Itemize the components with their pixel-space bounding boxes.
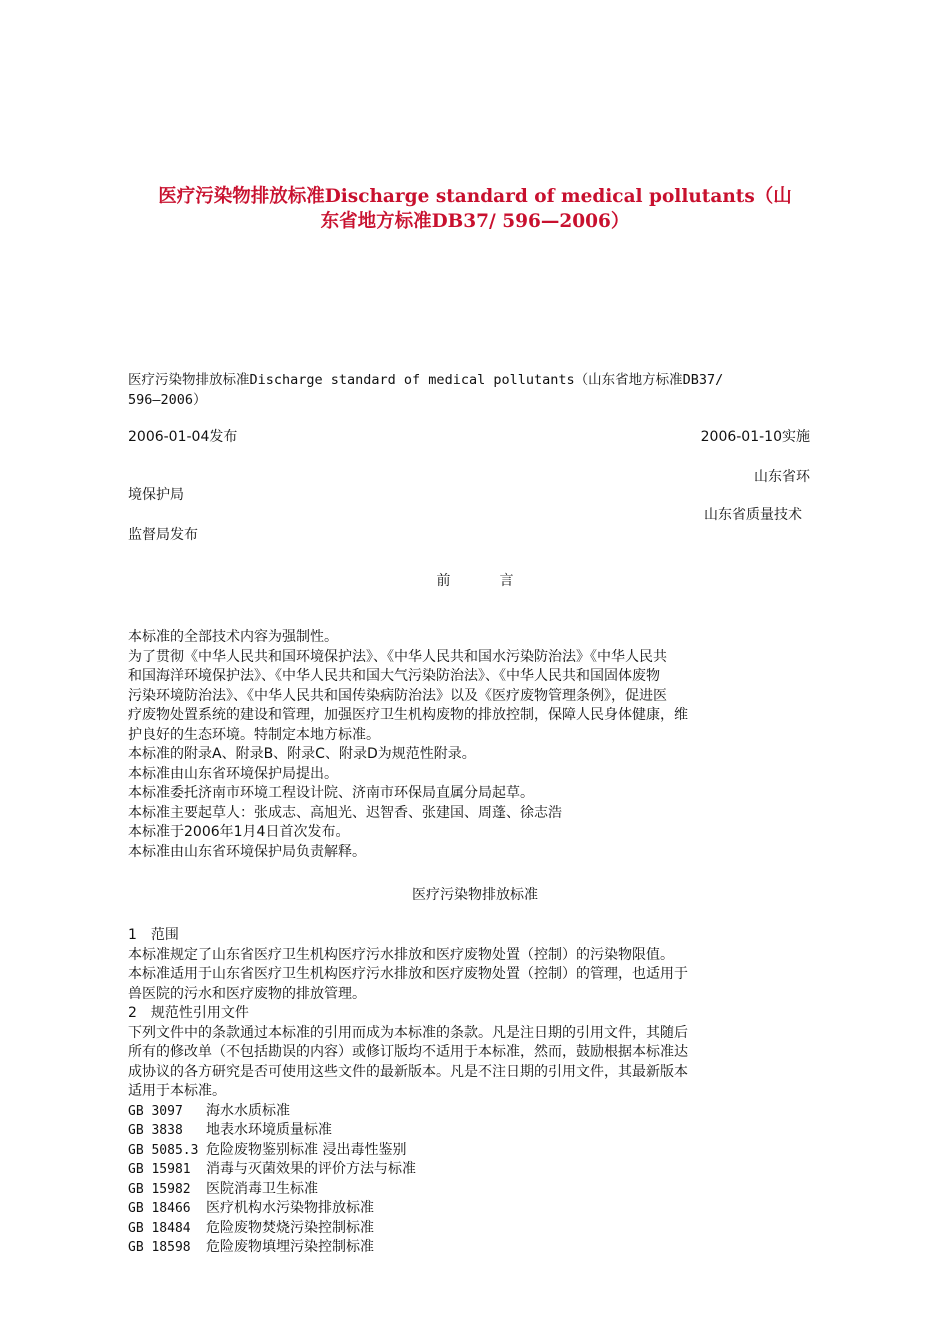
reference-code: GB 18484 — [128, 1220, 191, 1236]
preface-line: 污染环境防治法》、《中华人民共和国传染病防治法》以及《医疗废物管理条例》，促进医 — [128, 687, 667, 704]
reference-item — [128, 1102, 808, 1122]
section-2-heading: 2 规范性引用文件 — [128, 1005, 249, 1021]
reference-item — [128, 1141, 808, 1161]
effective-date: 2006-01-10实施 — [700, 429, 810, 445]
title-line-1: 医疗污染物排放标准Discharge standard of medical pollutants（山 — [158, 186, 792, 207]
section-1-heading: 1 范围 — [128, 927, 179, 943]
reference-code: GB 15982 — [128, 1181, 191, 1197]
preface-heading-char-2: 言 — [499, 573, 514, 589]
preface-line: 本标准主要起草人：张成志、高旭光、迟智香、张建国、周蓬、徐志浩 — [128, 804, 562, 821]
header-line-2: 596—2006） — [128, 392, 207, 408]
preface-line: 本标准委托济南市环境工程设计院、济南市环保局直属分局起草。 — [128, 785, 534, 801]
header-line-1: 医疗污染物排放标准Discharge standard of medical pollutants（山东省地方标准DB37/ — [128, 372, 724, 388]
reference-item — [128, 1219, 808, 1239]
reference-name: 危险废物填埋污染控制标准 — [206, 1239, 374, 1255]
reference-item — [128, 1160, 808, 1180]
preface-line: 本标准于2006年1月4日首次发布。 — [128, 824, 350, 840]
section-2-line: 成协议的各方研究是否可使用这些文件的最新版本。凡是不注日期的引用文件，其最新版本 — [128, 1063, 688, 1080]
preface-line: 本标准的全部技术内容为强制性。 — [128, 629, 338, 645]
reference-name: 地表水环境质量标准 — [206, 1122, 332, 1138]
section-1-line: 兽医院的污水和医疗废物的排放管理。 — [128, 985, 366, 1002]
reference-code: GB 18466 — [128, 1201, 191, 1216]
issue-date: 2006-01-04发布 — [128, 429, 238, 445]
document-title — [130, 184, 820, 234]
preface-line: 本标准由山东省环境保护局负责解释。 — [128, 843, 366, 860]
reference-name: 危险废物焚烧污染控制标准 — [206, 1219, 374, 1236]
reference-item — [128, 1199, 808, 1219]
preface-heading — [0, 570, 950, 590]
reference-name: 医疗机构水污染物排放标准 — [206, 1200, 374, 1216]
issuer-2-part-a: 山东省质量技术 — [704, 507, 802, 523]
reference-code: GB 18598 — [128, 1240, 191, 1255]
section-title: 医疗污染物排放标准 — [412, 887, 538, 903]
reference-item — [128, 1121, 808, 1141]
reference-code: GB 5085.3 — [128, 1142, 199, 1158]
issuer-1-part-a: 山东省环 — [754, 469, 810, 485]
reference-code: GB 3097 — [128, 1103, 183, 1119]
section-1 — [128, 926, 808, 1258]
section-2-line: 适用于本标准。 — [128, 1083, 226, 1099]
reference-item — [128, 1180, 808, 1200]
reference-name: 危险废物鉴别标准 浸出毒性鉴别 — [206, 1141, 407, 1158]
section-2-line: 下列文件中的条款通过本标准的引用而成为本标准的条款。凡是注日期的引用文件，其随后 — [128, 1024, 688, 1041]
reference-code: GB 15981 — [128, 1162, 191, 1177]
preface-line: 本标准由山东省环境保护局提出。 — [128, 765, 338, 782]
reference-name: 消毒与灭菌效果的评价方法与标准 — [206, 1161, 416, 1177]
preface-body — [128, 628, 808, 862]
issuer-2-part-b: 监督局发布 — [128, 527, 198, 543]
title-line-2: 东省地方标准DB37/ 596—2006） — [320, 211, 630, 232]
section-1-line: 本标准规定了山东省医疗卫生机构医疗污水排放和医疗废物处置（控制）的污染物限值。 — [128, 946, 674, 963]
issuer-1-part-b: 境保护局 — [128, 487, 184, 503]
reference-name: 海水水质标准 — [206, 1102, 290, 1119]
preface-line: 为了贯彻《中华人民共和国环境保护法》、《中华人民共和国水污染防治法》《中华人民共 — [128, 648, 667, 665]
reference-code: GB 3838 — [128, 1123, 183, 1138]
preface-line: 护良好的生态环境。特制定本地方标准。 — [128, 726, 380, 743]
section-1-line: 本标准适用于山东省医疗卫生机构医疗污水排放和医疗废物处置（控制）的管理，也适用于 — [128, 966, 688, 982]
preface-line: 本标准的附录A、附录B、附录C、附录D为规范性附录。 — [128, 746, 476, 762]
preface-line: 和国海洋环境保护法》、《中华人民共和国大气污染防治法》、《中华人民共和国固体废物 — [128, 668, 660, 684]
reference-item — [128, 1238, 808, 1258]
section-2-line: 所有的修改单（不包括勘误的内容）或修订版均不适用于本标准，然而，鼓励根据本标准达 — [128, 1044, 688, 1060]
preface-heading-char-1: 前 — [436, 573, 451, 589]
preface-line: 疗废物处置系统的建设和管理，加强医疗卫生机构废物的排放控制，保障人民身体健康，维 — [128, 707, 688, 723]
reference-name: 医院消毒卫生标准 — [206, 1180, 318, 1197]
